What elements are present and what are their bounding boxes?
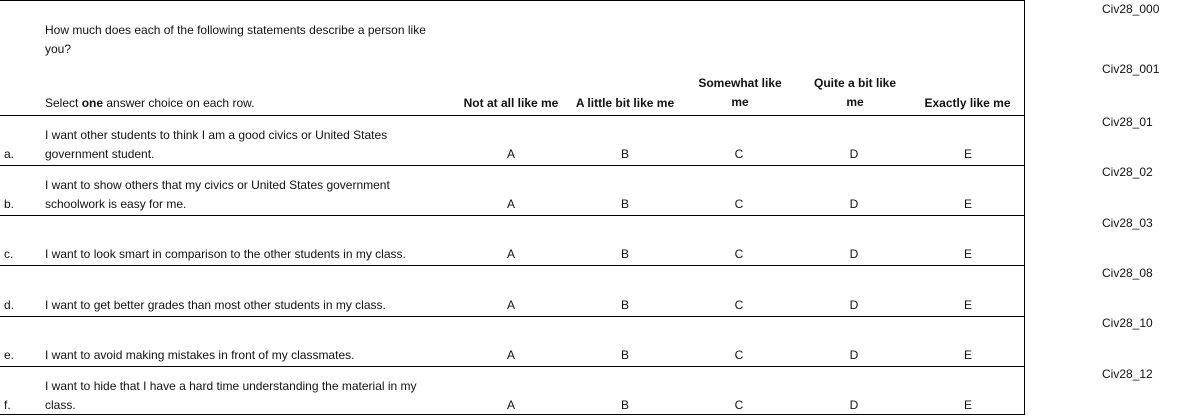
statement-text: I want to hide that I have a hard time understanding the material in my class. [45,379,417,412]
variable-code: Civ28_01 [1102,115,1153,129]
choice-d[interactable]: D [849,247,859,261]
instruction-after: answer choice on each row. [103,96,255,110]
choice-c[interactable]: C [734,247,744,261]
variable-code: Civ28_12 [1102,367,1153,381]
variable-code: Civ28_001 [1102,62,1160,76]
row-letter: b. [4,197,15,211]
choice-e[interactable]: E [963,398,972,412]
statement-text: I want to look smart in comparison to the other students in my class. [45,247,406,261]
row-divider [0,165,1025,166]
row-divider [0,265,1025,266]
variable-code: Civ28_10 [1102,316,1153,330]
variable-code: Civ28_03 [1102,216,1153,230]
choice-b[interactable]: B [620,298,629,312]
row-divider [0,366,1025,367]
instruction-before: Select [45,96,82,110]
column-header-somewhat: Somewhat like me [698,76,782,109]
choice-e[interactable]: E [963,147,972,161]
choice-a[interactable]: A [506,348,515,362]
row-letter: a. [4,147,15,161]
statement-text: I want to avoid making mistakes in front of my classmates. [45,348,355,362]
choice-e[interactable]: E [963,247,972,261]
row-letter: d. [4,298,15,312]
row-letter: f. [4,398,11,412]
row-letter: c. [4,247,14,261]
choice-c[interactable]: C [734,398,744,412]
choice-d[interactable]: D [849,147,859,161]
statement-text: I want to show others that my civics or United States government schoolwork is easy for me. [45,178,390,211]
choice-b[interactable]: B [620,147,629,161]
choice-a[interactable]: A [506,247,515,261]
choice-c[interactable]: C [734,348,744,362]
column-header-exactly: Exactly like me [924,96,1011,110]
choice-c[interactable]: C [734,298,744,312]
row-letter: e. [4,348,15,362]
variable-code: Civ28_08 [1102,266,1153,280]
instruction-bold: one [81,96,104,110]
variable-code: Civ28_02 [1102,165,1153,179]
statement-text: I want other students to think I am a good civics or United States government student. [45,128,388,161]
choice-a[interactable]: A [506,298,515,312]
column-header-quite-a-bit: Quite a bit like me [813,76,897,109]
choice-a[interactable]: A [506,147,515,161]
choice-b[interactable]: B [620,197,629,211]
choice-a[interactable]: A [506,197,515,211]
choice-e[interactable]: E [963,348,972,362]
row-divider [0,115,1025,116]
choice-d[interactable]: D [849,298,859,312]
question-instruction [45,94,254,113]
choice-e[interactable]: E [963,298,972,312]
variable-code: Civ28_000 [1102,2,1160,16]
row-divider [0,215,1025,216]
question-prompt: How much does each of the following statements describe a person like you? [45,23,426,56]
choice-c[interactable]: C [734,147,744,161]
column-header-not-at-all: Not at all like me [463,96,559,110]
choice-d[interactable]: D [849,197,859,211]
choice-b[interactable]: B [620,348,629,362]
choice-a[interactable]: A [506,398,515,412]
choice-d[interactable]: D [849,348,859,362]
statement-text: I want to get better grades than most other students in my class. [45,298,386,312]
choice-b[interactable]: B [620,398,629,412]
row-divider [0,316,1025,317]
column-header-little-bit: A little bit like me [575,96,675,110]
choice-d[interactable]: D [849,398,859,412]
choice-e[interactable]: E [963,197,972,211]
choice-b[interactable]: B [620,247,629,261]
choice-c[interactable]: C [734,197,744,211]
